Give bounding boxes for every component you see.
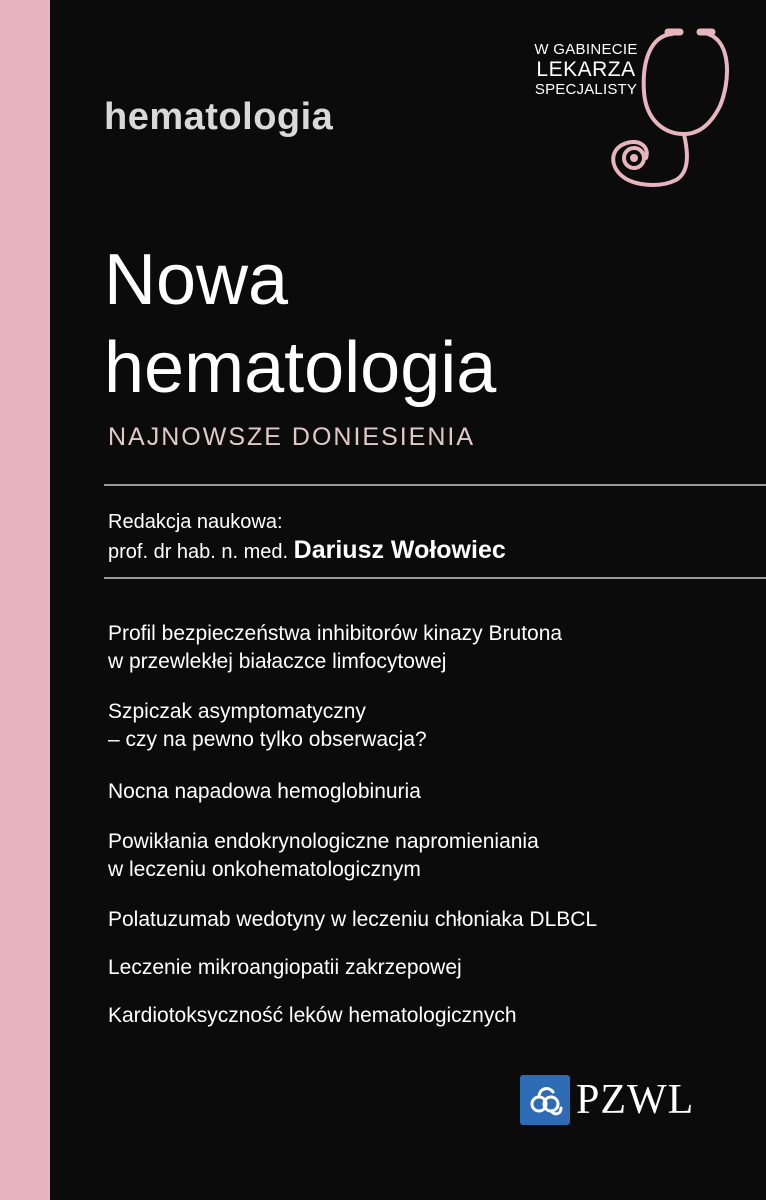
- topics-list: [108, 620, 748, 1030]
- book-title: [104, 236, 496, 412]
- title-line-2: hematologia: [104, 328, 497, 408]
- badge-line-3: SPECJALISTY: [534, 81, 638, 98]
- topic-item: Nocna napadowa hemoglobinuria: [108, 780, 421, 803]
- series-label: hematologia: [104, 96, 334, 138]
- divider-top: [104, 484, 766, 486]
- badge-line-1: W GABINECIE: [534, 41, 638, 58]
- stethoscope-icon: [580, 22, 740, 192]
- topic-item: Leczenie mikroangiopatii zakrzepowej: [108, 956, 462, 979]
- book-subtitle: NAJNOWSZE DONIESIENIA: [108, 423, 476, 451]
- editor-title-prefix: prof. dr hab. n. med.: [108, 541, 289, 563]
- editor-label: Redakcja naukowa:: [108, 511, 283, 533]
- pzwl-emblem-icon: [525, 1080, 565, 1120]
- topic-item: Powikłania endokrynologiczne napromieniania w leczeniu onkohematologicznym: [108, 830, 539, 881]
- pzwl-logo-icon: [520, 1075, 570, 1125]
- topic-item: Profil bezpieczeństwa inhibitorów kinazy Brutona w przewlekłej białaczce limfocytowej: [108, 622, 563, 673]
- topic-item: Szpiczak asymptomatyczny – czy na pewno tylko obserwacja?: [108, 700, 427, 751]
- topic-item: Kardiotoksyczność leków hematologicznych: [108, 1004, 517, 1027]
- editor-name: Dariusz Wołowiec: [293, 536, 506, 564]
- title-line-1: Nowa: [104, 240, 289, 320]
- pink-spine-stripe: [0, 0, 50, 1200]
- editor-credit: [108, 508, 506, 566]
- badge-line-2: LEKARZA: [536, 58, 636, 81]
- topic-item: Polatuzumab wedotyny w leczeniu chłoniaka DLBCL: [108, 908, 598, 931]
- publisher-name: PZWL: [576, 1077, 695, 1123]
- divider-bottom: [104, 577, 766, 579]
- publisher-logo: [520, 1075, 694, 1125]
- editor-line: [108, 536, 506, 566]
